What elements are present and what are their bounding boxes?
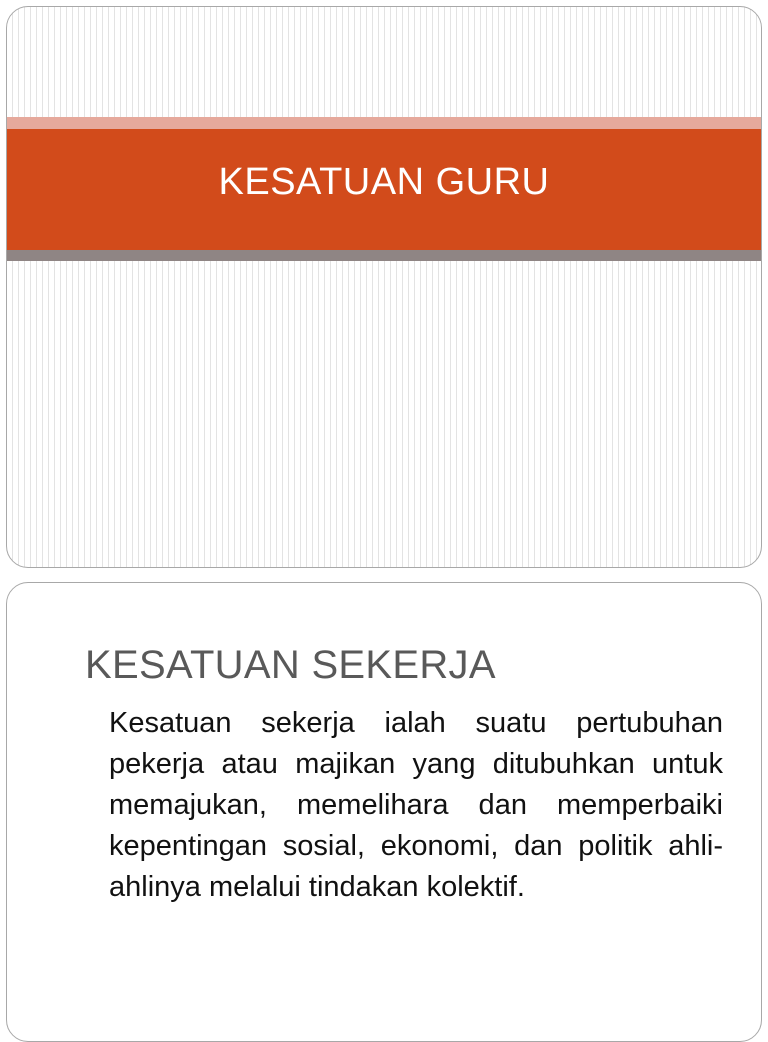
- content-paragraph: Kesatuan sekerja ialah suatu pertubuhan pekerja atau majikan yang ditubuhkan untuk memajukan, memelihara dan memperbaiki kepentingan sosial, ekonomi, dan politik ahli-ahlinya melalui tindakan kolektif.: [109, 707, 723, 903]
- content-heading: KESATUAN SEKERJA: [85, 643, 496, 687]
- title-band-top-stripe: [7, 117, 761, 129]
- title-slide: [6, 6, 762, 568]
- title-band-bottom-stripe: [7, 250, 761, 261]
- title-band: [7, 129, 761, 250]
- slide-title: KESATUAN GURU: [218, 161, 550, 203]
- content-slide: [6, 582, 762, 1042]
